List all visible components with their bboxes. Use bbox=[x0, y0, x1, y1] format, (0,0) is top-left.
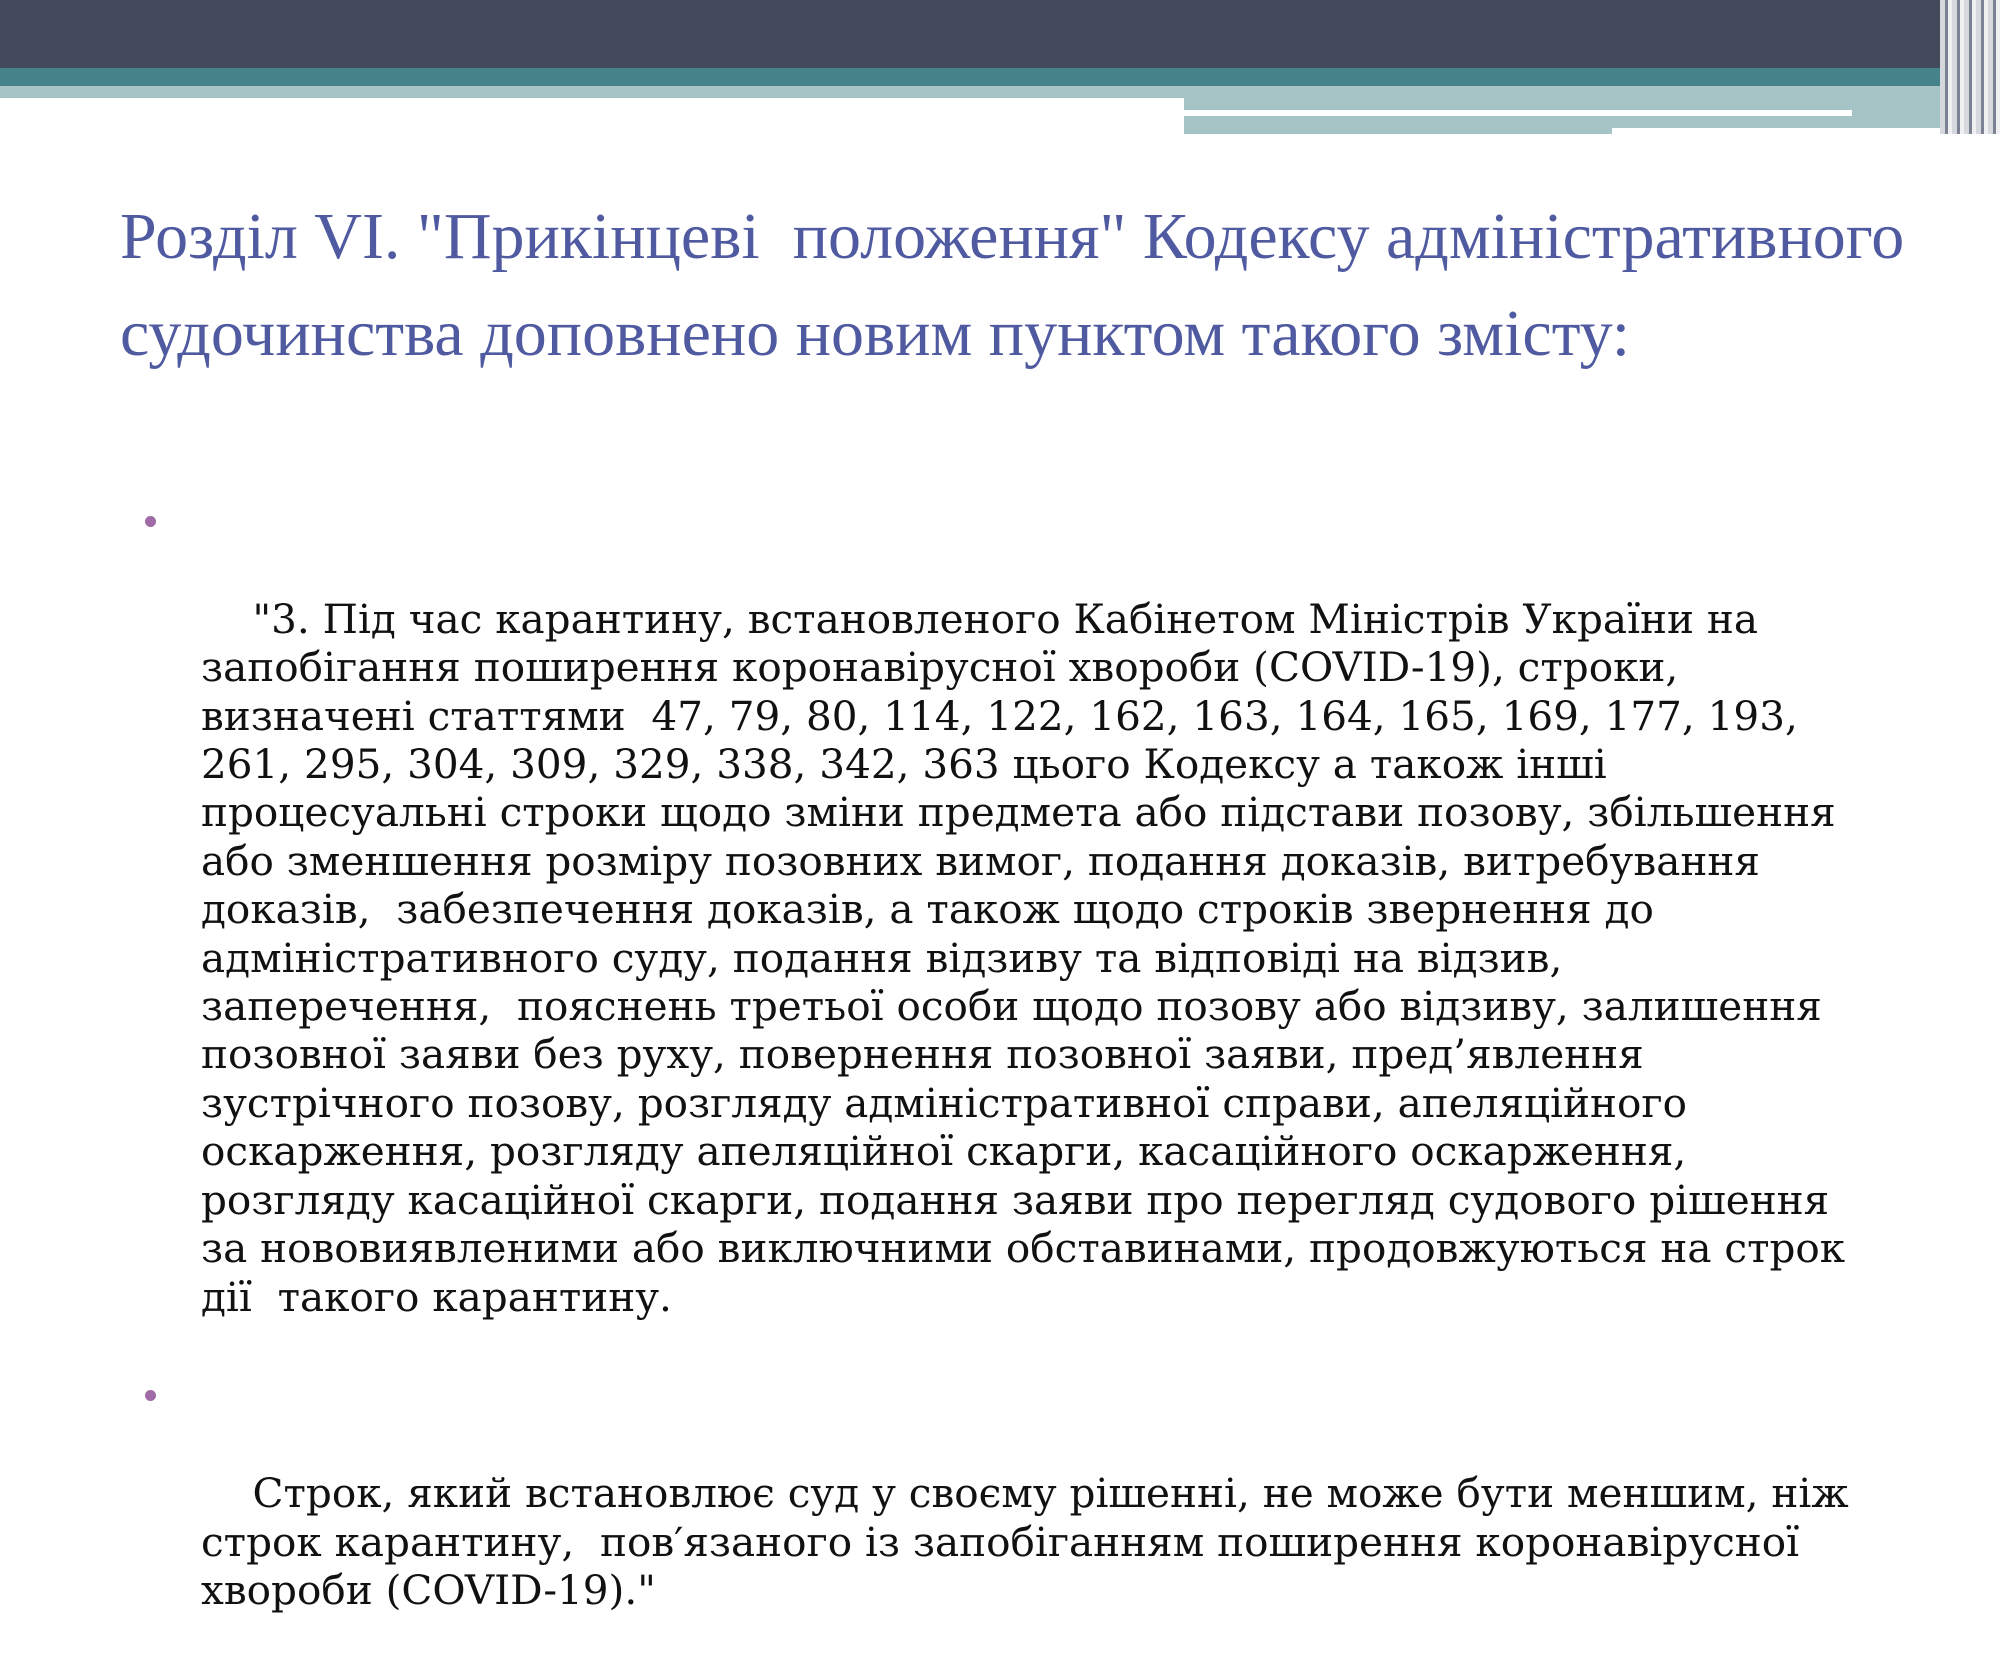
bullet-item-court-term bbox=[145, 1372, 1865, 1662]
bullet-dot-icon bbox=[145, 516, 156, 527]
slide-title: Розділ VI. "Прикінцеві положення" Кодексу адміністративного судочинства доповнено новим пунктом такого змісту: bbox=[120, 200, 1921, 370]
bullet-item-amendment bbox=[145, 498, 1865, 1369]
bullet-dot-icon bbox=[145, 1390, 156, 1401]
header-edge-stripes bbox=[1940, 0, 2000, 134]
bullet-list bbox=[145, 498, 1865, 1666]
header-dark-bar bbox=[0, 0, 2000, 68]
bullet-text: "3. Під час карантину, встановленого Кабінетом Міністрів України на запобігання поширення коронавірусної хвороби (COVID-19), строки, визначені статтями 47, 79, 80, 114, 122, 162, 163, 164, 165, 169, 177, 193, 261, 295, 304, 309, 329, 338, 342, 363 цього Кодексу а також інші процесуальні строки щодо зміни предмета або підстави позову, збільшення або зменшення розміру позовних вимог, подання доказів, витребування доказів, забезпечення доказів, а також щодо строків звернення до адміністративного суду, подання відзиву та відповіді на відзив, заперечення, пояснень третьої особи щодо позову або відзиву, залишення позовної заяви без руху, повернення позовної заяви, пред’явлення зустрічного позову, розгляду адміністративної справи, апеляційного оскарження, розгляду апеляційної скарги, касаційного оскарження, розгляду касаційної скарги, подання заяви про перегляд судового рішення за нововиявленими або виключними обставинами, продовжуються на строк дії такого карантину. bbox=[201, 594, 1858, 1321]
bullet-text: Строк, який встановлює суд у своєму рішенні, не може бути меншим, ніж строк карантину, пов′язаного із запобіганням поширення коронавірусної хвороби (COVID-19)." bbox=[201, 1469, 1862, 1614]
header-accent-line bbox=[1184, 110, 1852, 116]
header-light-band-left bbox=[0, 86, 1184, 98]
header-teal-band bbox=[0, 68, 2000, 86]
